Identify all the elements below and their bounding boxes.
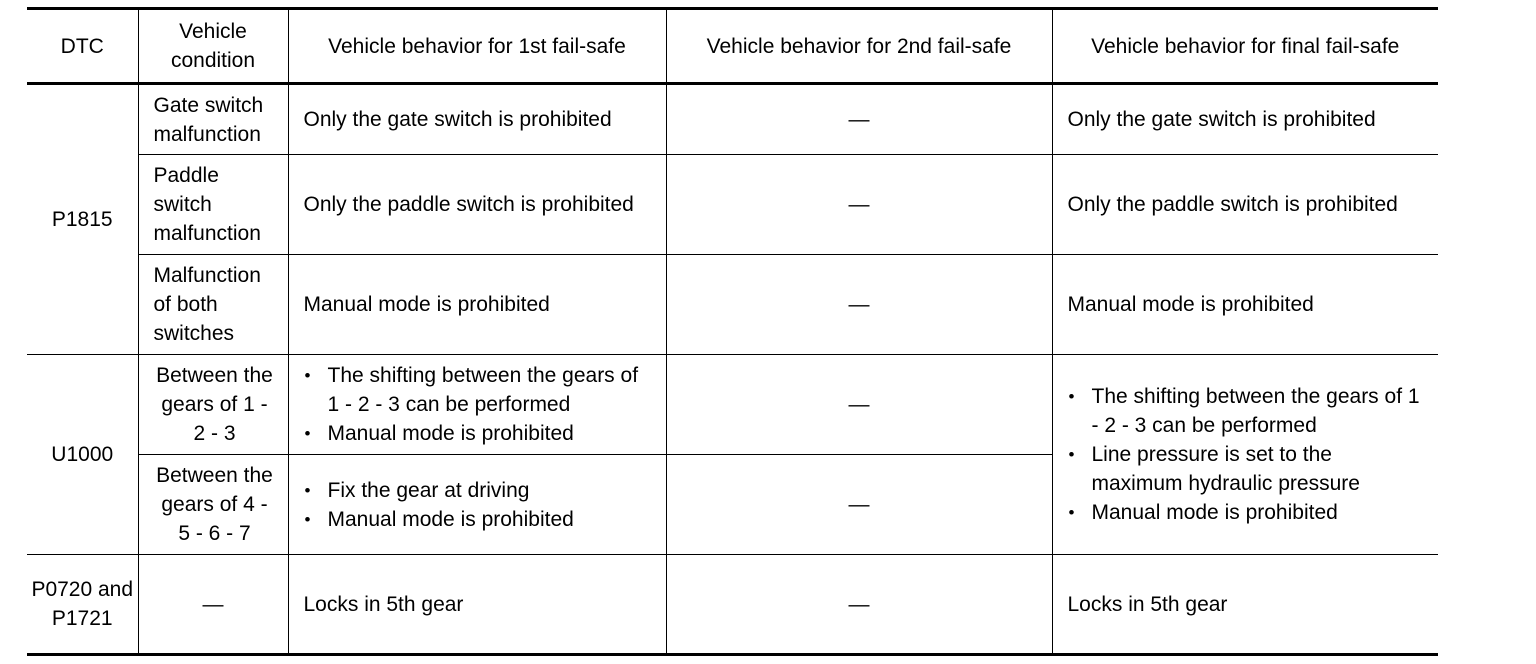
second-fail-safe-behavior: — [666, 355, 1052, 455]
first-fail-safe-behavior: Locks in 5th gear [288, 555, 666, 655]
vehicle-condition: Between the gears of 1 - 2 - 3 [138, 355, 288, 455]
list-item: • Fix the gear at driving [304, 476, 651, 505]
final-fail-safe-behavior: Locks in 5th gear [1052, 555, 1438, 655]
table-row [27, 255, 1438, 355]
header-dtc: DTC [27, 9, 138, 84]
dtc-code: U1000 [27, 355, 138, 555]
table-row [27, 555, 1438, 655]
bullet-list [304, 361, 651, 448]
first-fail-safe-behavior: Only the gate switch is prohibited [288, 84, 666, 155]
table-row [27, 155, 1438, 255]
bullet-list [304, 476, 651, 534]
second-fail-safe-behavior: — [666, 455, 1052, 555]
vehicle-condition: — [138, 555, 288, 655]
list-item: • Manual mode is prohibited [304, 505, 651, 534]
vehicle-condition: Between the gears of 4 - 5 - 6 - 7 [138, 455, 288, 555]
header-first-fail-safe: Vehicle behavior for 1st fail-safe [288, 9, 666, 84]
header-final-fail-safe: Vehicle behavior for final fail-safe [1052, 9, 1438, 84]
header-row [27, 9, 1438, 84]
first-fail-safe-behavior: Only the paddle switch is prohibited [288, 155, 666, 255]
bullet-list [1068, 382, 1424, 527]
list-item: • The shifting between the gears of 1 - 2 - 3 can be performed [1068, 382, 1424, 440]
header-vehicle-condition: Vehicle condition [138, 9, 288, 84]
list-item: • Line pressure is set to the maximum hydraulic pressure [1068, 440, 1424, 498]
vehicle-condition: Malfunction of both switches [138, 255, 288, 355]
vehicle-condition: Gate switch malfunction [138, 84, 288, 155]
table-row [27, 355, 1438, 455]
final-fail-safe-behavior [1052, 355, 1438, 555]
final-fail-safe-behavior: Only the paddle switch is prohibited [1052, 155, 1438, 255]
first-fail-safe-behavior [288, 355, 666, 455]
first-fail-safe-behavior: Manual mode is prohibited [288, 255, 666, 355]
final-fail-safe-behavior: Manual mode is prohibited [1052, 255, 1438, 355]
dtc-code: P1815 [27, 84, 138, 355]
second-fail-safe-behavior: — [666, 255, 1052, 355]
list-item: • The shifting between the gears of 1 - 2 - 3 can be performed [304, 361, 651, 419]
header-second-fail-safe: Vehicle behavior for 2nd fail-safe [666, 9, 1052, 84]
table-row [27, 84, 1438, 155]
fail-safe-table [27, 7, 1438, 656]
second-fail-safe-behavior: — [666, 84, 1052, 155]
final-fail-safe-behavior: Only the gate switch is prohibited [1052, 84, 1438, 155]
second-fail-safe-behavior: — [666, 555, 1052, 655]
first-fail-safe-behavior [288, 455, 666, 555]
list-item: • Manual mode is prohibited [1068, 498, 1424, 527]
dtc-code: P0720 and P1721 [27, 555, 138, 655]
vehicle-condition: Paddle switch malfunction [138, 155, 288, 255]
second-fail-safe-behavior: — [666, 155, 1052, 255]
list-item: • Manual mode is prohibited [304, 419, 651, 448]
